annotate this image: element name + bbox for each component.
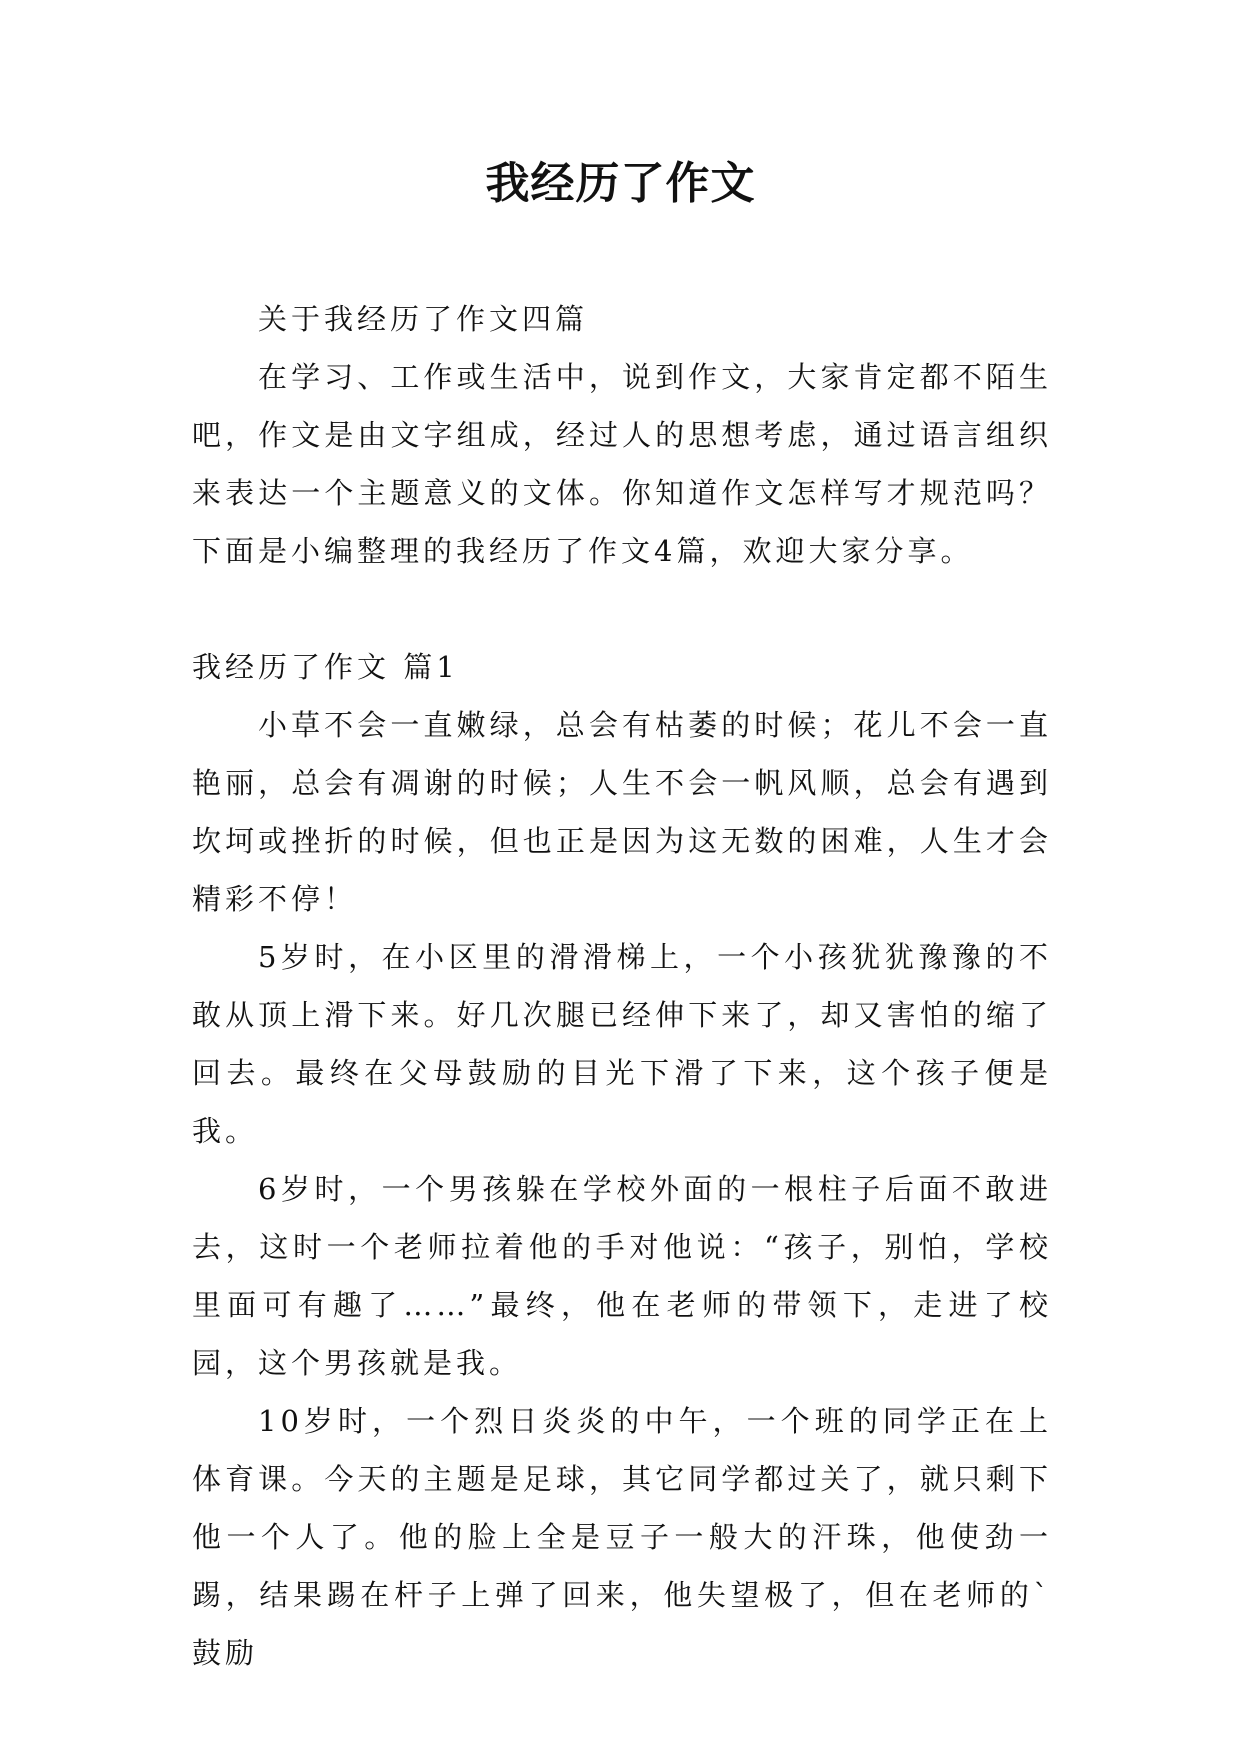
intro-paragraph: 在学习、工作或生活中，说到作文，大家肯定都不陌生吧，作文是由文字组成，经过人的思想考虑，通过语言组织来表达一个主题意义的文体。你知道作文怎样写才规范吗？下面是小编整理的我经历了作文4篇，欢迎大家分享。 [192, 360, 1052, 568]
section-heading: 我经历了作文 篇1 [192, 650, 459, 684]
body-paragraph-2: 5岁时，在小区里的滑滑梯上，一个小孩犹犹豫豫的不敢从顶上滑下来。好几次腿已经伸下来了，却又害怕的缩了回去。最终在父母鼓励的目光下滑了下来，这个孩子便是我。 [192, 940, 1052, 1148]
body-paragraph-4: 10岁时，一个烈日炎炎的中午，一个班的同学正在上体育课。今天的主题是足球，其它同学都过关了，就只剩下他一个人了。他的脸上全是豆子一般大的汗珠，他使劲一踢，结果踢在杆子上弹了回来，他失望极了，但在老师的`鼓励 [192, 1404, 1052, 1670]
body-paragraph-3: 6岁时，一个男孩躲在学校外面的一根柱子后面不敢进去，这时一个老师拉着他的手对他说：“孩子，别怕，学校里面可有趣了……”最终，他在老师的带领下，走进了校园，这个男孩就是我。 [192, 1172, 1052, 1380]
document-subtitle: 关于我经历了作文四篇 [258, 302, 589, 336]
document-body [192, 290, 1052, 1682]
body-paragraph-1: 小草不会一直嫩绿，总会有枯萎的时候；花儿不会一直艳丽，总会有凋谢的时候；人生不会一帆风顺，总会有遇到坎坷或挫折的时候，但也正是因为这无数的困难，人生才会精彩不停！ [192, 708, 1052, 916]
section-spacer [192, 580, 1052, 638]
document-title: 我经历了作文 [485, 158, 756, 209]
